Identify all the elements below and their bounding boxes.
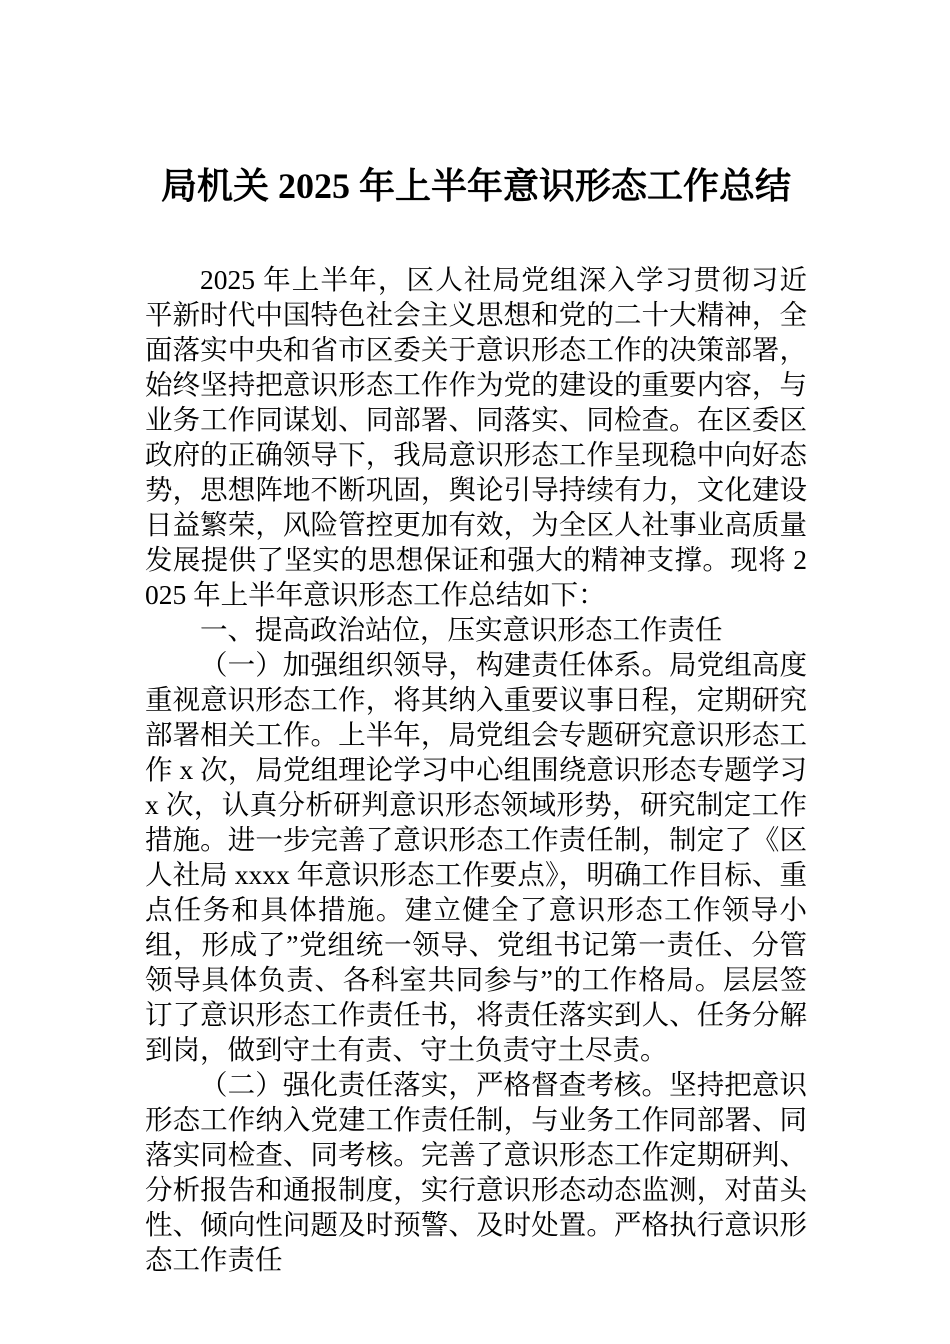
paragraph-intro: 2025 年上半年，区人社局党组深入学习贯彻习近平新时代中国特色社会主义思想和党的二十大精神，全面落实中央和省市区委关于意识形态工作的决策部署，始终坚持把意识形态工作作为党的建设的重要内容，与业务工作同谋划、同部署、同落实、同检查。在区委区政府的正确领导下，我局意识形态工作呈现稳中向好态势，思想阵地不断巩固，舆论引导持续有力，文化建设日益繁荣，风险管控更加有效，为全区人社事业高质量发展提供了坚实的思想保证和强大的精神支撑。现将 2025 年上半年意识形态工作总结如下： <box>145 264 807 610</box>
paragraph-section1-item2: （二）强化责任落实，严格督查考核。坚持把意识形态工作纳入党建工作责任制，与业务工作同部署、同落实同检查、同考核。完善了意识形态工作定期研判、分析报告和通报制度，实行意识形态动态监测，对苗头性、倾向性问题及时预警、及时处置。严格执行意识形态工作责任 <box>145 1069 807 1275</box>
document-body <box>145 262 807 1277</box>
section-heading-1: 一、提高政治站位，压实意识形态工作责任 <box>200 614 723 645</box>
paragraph-section1-item1: （一）加强组织领导，构建责任体系。局党组高度重视意识形态工作，将其纳入重要议事日程，定期研究部署相关工作。上半年，局党组会专题研究意识形态工作 x 次，局党组理论学习中心组围绕意识形态专题学习 x 次，认真分析研判意识形态领域形势，研究制定工作措施。进一步完善了意识形态工作责任制，制定了《区人社局 xxxx 年意识形态工作要点》，明确工作目标、重点任务和具体措施。建立健全了意识形态工作领导小组，形成了”党组统一领导、党组书记第一责任、分管领导具体负责、各科室共同参与”的工作格局。层层签订了意识形态工作责任书，将责任落实到人、任务分解到岗，做到守土有责、守土负责守土尽责。 <box>145 649 807 1065</box>
document-title: 局机关 2025 年上半年意识形态工作总结 <box>160 166 791 206</box>
